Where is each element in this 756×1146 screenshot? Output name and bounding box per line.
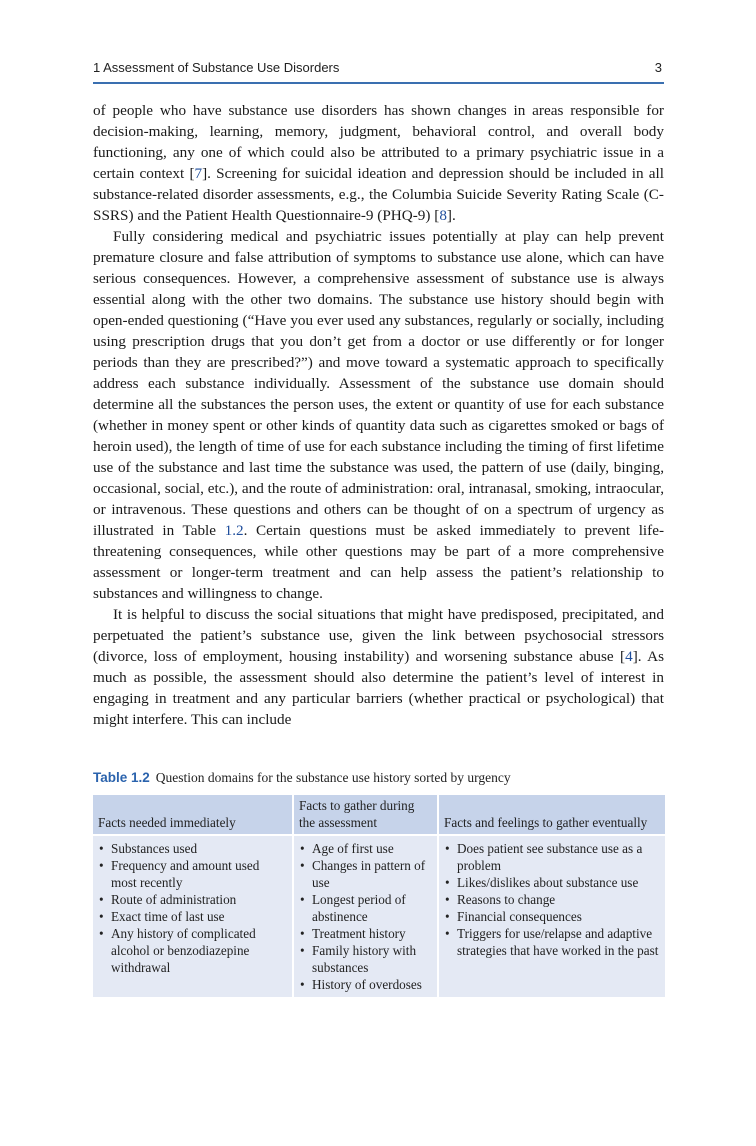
- table-reference-link[interactable]: 1.2: [224, 522, 244, 539]
- table-cell: [438, 835, 665, 997]
- list-item: • Triggers for use/relapse and adaptive strategies that have worked in the past: [444, 925, 660, 959]
- table-caption-text: Question domains for the substance use history sorted by urgency: [155, 770, 511, 785]
- list-item: • Exact time of last use: [98, 908, 287, 925]
- list-item: • Reasons to change: [444, 891, 660, 908]
- table-header-cell: Facts to gather during the assessment: [293, 795, 438, 835]
- chapter-title: 1 Assessment of Substance Use Disorders: [93, 60, 340, 75]
- list-item: • Any history of complicated alcohol or benzodiazepine withdrawal: [98, 925, 287, 976]
- citation-link[interactable]: 4: [625, 648, 633, 665]
- table-header-row: [93, 795, 665, 835]
- bullet-list: [444, 840, 660, 959]
- citation-link[interactable]: 8: [439, 207, 447, 224]
- list-item: • Substances used: [98, 840, 287, 857]
- table-cell: [93, 835, 293, 997]
- bullet-list: [299, 840, 432, 993]
- list-item: • Financial consequences: [444, 908, 660, 925]
- table-row: [93, 835, 665, 997]
- running-header: [93, 58, 664, 84]
- list-item: • Treatment history: [299, 925, 432, 942]
- list-item: • Age of first use: [299, 840, 432, 857]
- paragraph-3: It is helpful to discuss the social situations that might have predisposed, precipitated, and perpetuated the patient’s substance use, given the link between psychosocial stressors (divorce, loss of employment, housing instability) and worsening substance abuse [4]. As much as possible, the assessment should also determine the patient’s level of interest in engaging in treatment and any particular barriers (whether practical or psychological) that might interfere. This can include: [93, 606, 664, 728]
- table-number: Table 1.2: [93, 770, 150, 785]
- paragraph-2: Fully considering medical and psychiatric issues potentially at play can help prevent premature closure and false attribution of symptoms to substance use alone, which can have serious consequences. However, a comprehensive assessment of substance use is always essential along with the other two domains. The substance use history should begin with open-ended questioning (“Have you ever used any substances, regularly or socially, including using prescription drugs that you don’t get from a doctor or use differently or for longer periods than they are prescribed?”) and move toward a systematic approach to specifically address each substance individually. Assessment of the substance use domain should determine all the substances the person uses, the extent or quantity of use for each substance (whether in money spent or other kinds of quantity data such as cigarettes smoked or bags of heroin used), the length of time of use for each substance including the timing of first lifetime use of the substance and last time the substance was used, the pattern of use (daily, binging, occasional, social, etc.), and the route of administration: oral, intranasal, smoking, intraocular, or intravenous. These questions and others can be thought of on a spectrum of urgency as illustrated in Table 1.2. Certain questions must be asked immediately to prevent life-threatening consequences, while other questions may be part of a more comprehensive assessment or longer-term treatment and can help assess the patient’s relationship to substances and willingness to change.: [93, 228, 664, 602]
- list-item: • History of overdoses: [299, 976, 432, 993]
- list-item: • Changes in pattern of use: [299, 857, 432, 891]
- list-item: • Frequency and amount used most recently: [98, 857, 287, 891]
- table-caption: [93, 770, 664, 786]
- table-header-cell: Facts and feelings to gather eventually: [438, 795, 665, 835]
- bullet-list: [98, 840, 287, 976]
- list-item: • Family history with substances: [299, 942, 432, 976]
- table-header-cell: Facts needed immediately: [93, 795, 293, 835]
- table-cell: [293, 835, 438, 997]
- list-item: • Route of administration: [98, 891, 287, 908]
- page-number: 3: [654, 60, 662, 75]
- list-item: • Likes/dislikes about substance use: [444, 874, 660, 891]
- citation-link[interactable]: 7: [194, 165, 203, 182]
- list-item: • Does patient see substance use as a problem: [444, 840, 660, 874]
- list-item: • Longest period of abstinence: [299, 891, 432, 925]
- body-text: [93, 100, 664, 730]
- paragraph-1: of people who have substance use disorders has shown changes in areas responsible for decision-making, learning, memory, judgment, behavioral control, and overall body functioning, any one of which could also be attributed to a primary psychiatric issue in a certain context [7]. Screening for suicidal ideation and depression should be included in all substance-related disorder assessments, e.g., the Columbia Suicide Severity Rating Scale (C-SSRS) and the Patient Health Questionnaire-9 (PHQ-9) [8].: [93, 102, 664, 224]
- urgency-table: [93, 795, 665, 997]
